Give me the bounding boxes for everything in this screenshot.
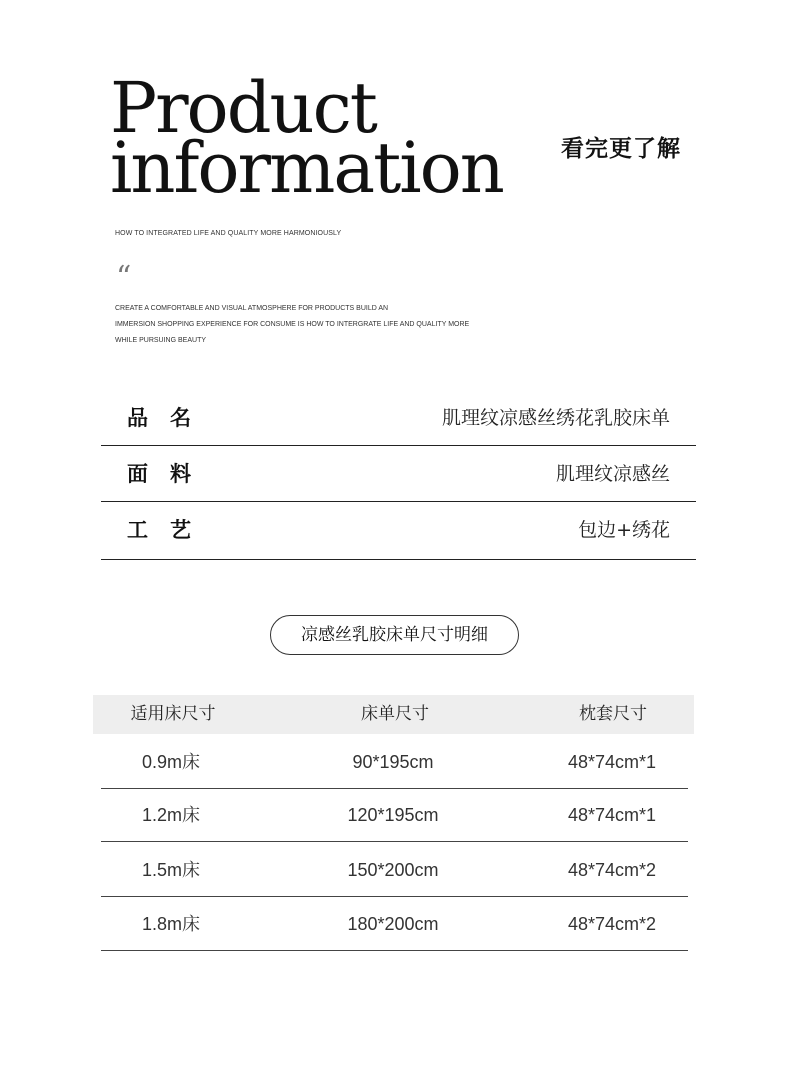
table-cell: 48*74cm*2: [567, 914, 657, 934]
column-header-pillowcase-size: 枕套尺寸: [579, 704, 647, 724]
row-divider: [101, 950, 688, 951]
tagline: HOW TO INTEGRATED LIFE AND QUALITY MORE HARMONIOUSLY: [115, 230, 342, 237]
row-divider: [101, 841, 688, 842]
table-row: [93, 843, 694, 897]
table-cell: 0.9m床: [141, 752, 201, 772]
table-cell: 150*200cm: [347, 860, 439, 880]
spec-label: 工艺: [127, 518, 213, 542]
spec-row-fabric: [101, 446, 696, 502]
intro-text: [115, 301, 515, 349]
intro-line: CREATE A COMFORTABLE AND VISUAL ATMOSPHERE FOR PRODUCTS BUILD AN: [115, 305, 389, 312]
hero-title-line-1: Product: [110, 67, 376, 149]
read-more-label: 看完更了解: [561, 136, 681, 162]
table-cell: 1.8m床: [141, 914, 201, 934]
intro-line: WHILE PURSUING BEAUTY: [115, 337, 207, 344]
table-cell: 1.5m床: [141, 860, 201, 880]
hero-title: [110, 67, 503, 209]
table-row: [93, 735, 694, 789]
column-header-sheet-size: 床单尺寸: [361, 704, 429, 724]
table-cell: 90*195cm: [352, 752, 434, 772]
spec-row-product-name: [101, 390, 696, 446]
table-cell: 48*74cm*2: [567, 860, 657, 880]
table-row: [93, 788, 694, 842]
spec-value: 包边+绣花: [578, 519, 670, 541]
table-cell: 120*195cm: [347, 805, 439, 825]
size-table-header: [93, 695, 694, 734]
table-cell: 1.2m床: [141, 805, 201, 825]
table-row: [93, 897, 694, 951]
column-header-bed-size: 适用床尺寸: [130, 704, 216, 724]
spec-label: 品名: [127, 406, 213, 430]
hero-title-line-2: information: [110, 127, 503, 209]
quote-icon: “: [116, 260, 132, 295]
spec-label: 面料: [127, 462, 213, 486]
size-section-title: 凉感丝乳胶床单尺寸明细: [270, 615, 519, 655]
table-cell: 180*200cm: [347, 914, 439, 934]
intro-line: IMMERSION SHOPPING EXPERIENCE FOR CONSUME IS HOW TO INTERGRATE LIFE AND QUALITY MORE: [115, 321, 470, 328]
spec-value: 肌理纹凉感丝绣花乳胶床单: [441, 407, 670, 429]
table-cell: 48*74cm*1: [567, 752, 657, 772]
spec-value: 肌理纹凉感丝: [555, 463, 670, 485]
spec-row-craft: [101, 502, 696, 560]
table-cell: 48*74cm*1: [567, 805, 657, 825]
